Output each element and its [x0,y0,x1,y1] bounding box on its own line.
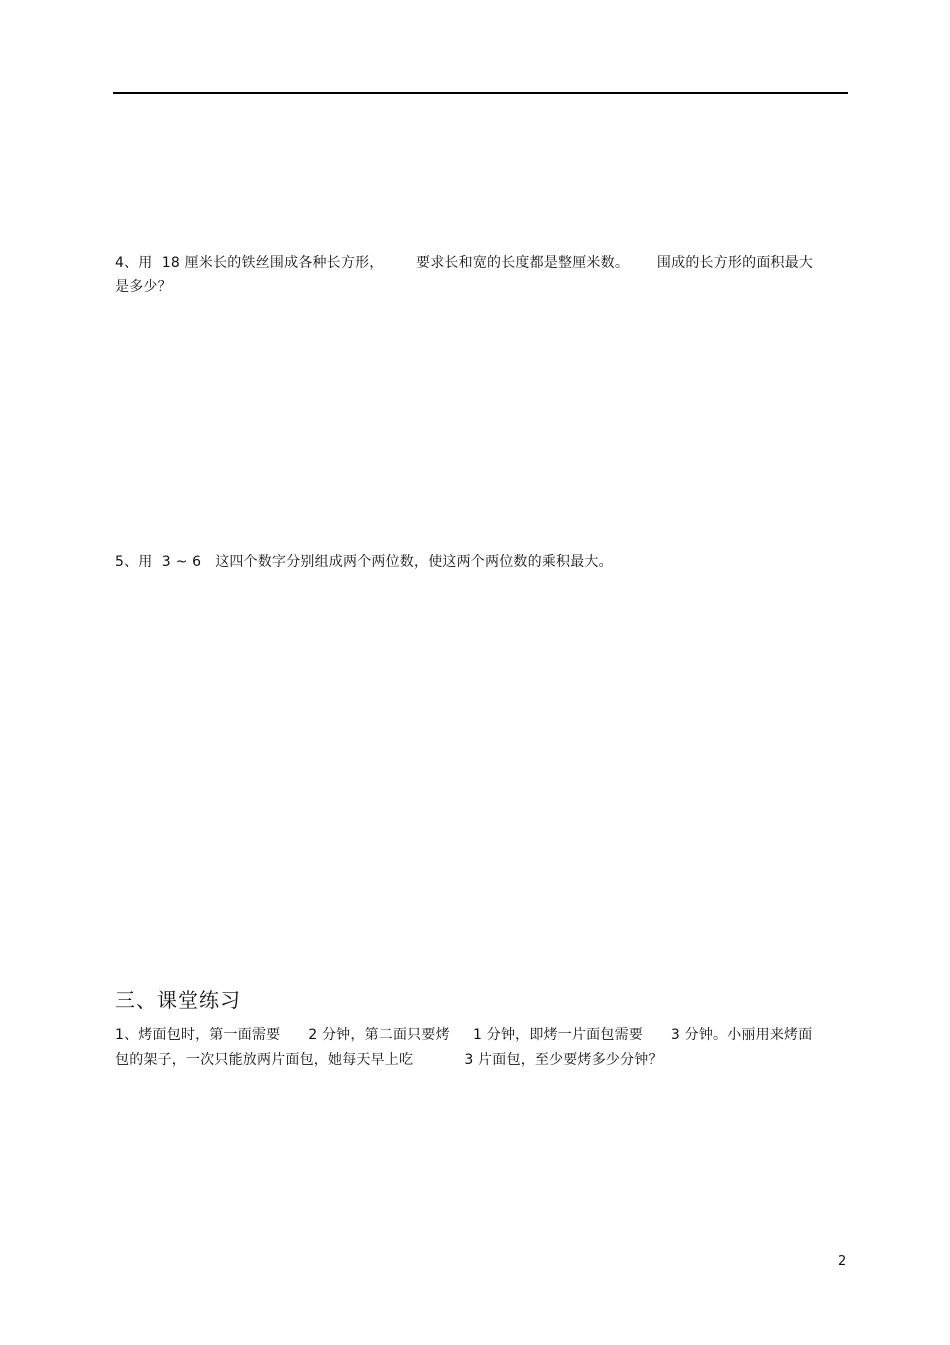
header-rule [113,92,848,94]
section-heading: 三、课堂练习 [115,988,241,1012]
problem-4-line-2: 是多少？ [115,279,172,295]
problem-4-line-1: 4、用 18 厘米长的铁丝围成各种长方形， 要求长和宽的长度都是整厘米数。 围成的长方形的面积最大 [115,255,814,271]
exercise-1-line-1: 1、烤面包时，第一面需要 2 分钟，第二面只要烤 1 分钟，即烤一片面包需要 3 分钟。小丽用来烤面 [115,1027,813,1043]
page-number: 2 [838,1254,847,1269]
problem-5-line-1: 5、用 3 ~ 6 这四个数字分别组成两个两位数，使这两个两位数的乘积最大。 [115,554,613,570]
exercise-1-line-2: 包的架子，一次只能放两片面包，她每天早上吃 3 片面包，至少要烤多少分钟？ [115,1052,663,1068]
